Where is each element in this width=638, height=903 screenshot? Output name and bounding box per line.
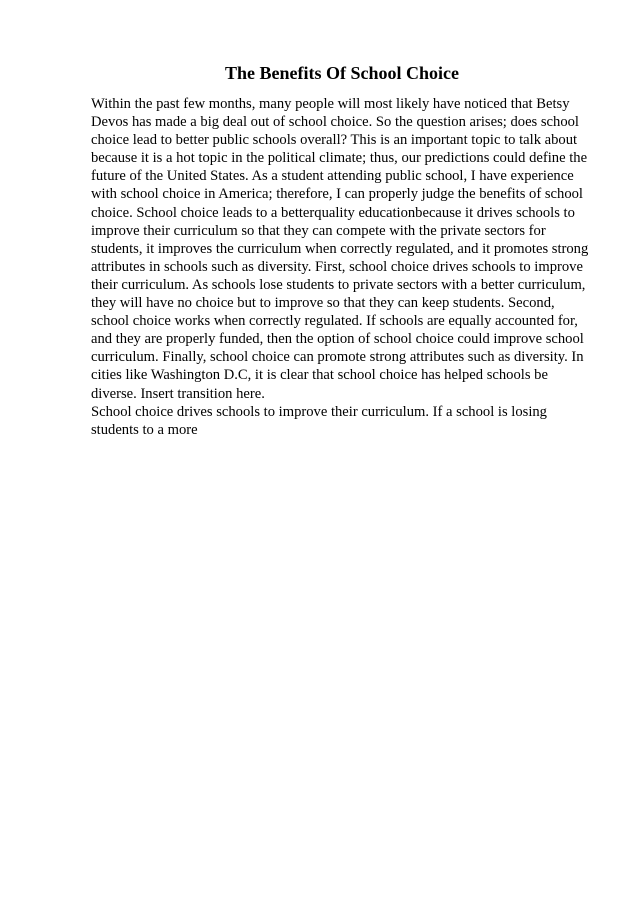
body-line: Devos has made a big deal out of school choice. So the question arises; does school [91,114,579,131]
document-body [91,95,591,439]
body-line: students to a more [91,421,198,438]
body-line: school choice works when correctly regulated. If schools are equally accounted for, [91,313,578,330]
body-line: diverse. Insert transition here. [91,385,265,402]
body-line: their curriculum. As schools lose students to private sectors with a better curriculum, [91,276,586,293]
body-line: and they are properly funded, then the option of school choice could improve school [91,331,584,348]
body-line: attributes in schools such as diversity. First, school choice drives schools to improve [91,258,583,275]
body-line: choice lead to better public schools overall? This is an important topic to talk about [91,132,578,149]
body-line: future of the United States. As a student attending public school, I have experience [91,168,574,185]
body-line: choice. School choice leads to a betterquality educationbecause it drives schools to [91,204,575,221]
body-line: School choice drives schools to improve their curriculum. If a school is losing [91,403,547,420]
body-line: Within the past few months, many people will most likely have noticed that Betsy [91,96,570,112]
body-line: because it is a hot topic in the political climate; thus, our predictions could define the [91,150,588,167]
body-line: curriculum. Finally, school choice can promote strong attributes such as diversity. In [91,349,584,366]
body-line: with school choice in America; therefore, I can properly judge the benefits of school [91,186,583,203]
document-title: The Benefits Of School Choice [225,63,459,83]
body-line: they will have no choice but to improve so that they can keep students. Second, [91,295,555,312]
body-line: improve their curriculum so that they can compete with the private sectors for [91,222,546,239]
body-line: cities like Washington D.C, it is clear that school choice has helped schools be [91,367,548,384]
body-line: students, it improves the curriculum when correctly regulated, and it promotes strong [91,240,589,257]
